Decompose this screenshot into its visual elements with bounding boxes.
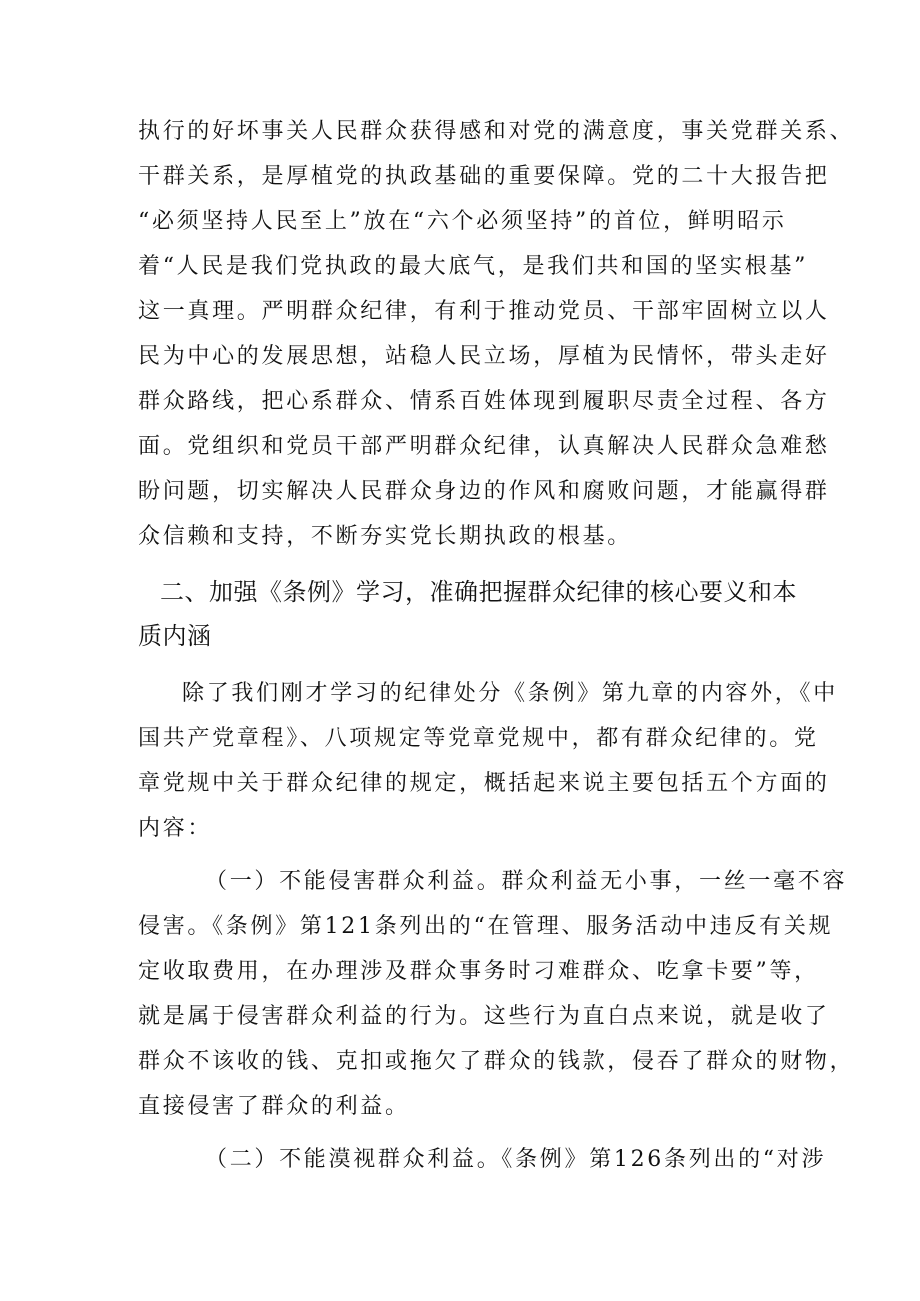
paragraph-line: 直接侵害了群众的利益。 (138, 1094, 410, 1119)
paragraph-line: 群众路线，把心系群众、情系百姓体现到履职尽责全过程、各方 (138, 389, 830, 414)
section-heading-continued: 质内涵 (138, 622, 212, 650)
paragraph-line: 除了我们刚才学习的纪律处分《条例》第九章的内容外，《中 (182, 681, 838, 706)
paragraph-line: （一）不能侵害群众利益。群众利益无小事，一丝一毫不容 (205, 869, 848, 894)
paragraph-line: （二）不能漠视群众利益。《条例》第126条列出的“对涉 (205, 1147, 827, 1172)
paragraph-line: 章党规中关于群众纪律的规定，概括起来说主要包括五个方面的 (138, 771, 830, 796)
paragraph-line: 国共产党章程》、八项规定等党章党规中，都有群众纪律的。党 (138, 726, 819, 751)
paragraph-line: 这一真理。严明群众纪律，有利于推动党员、干部牢固树立以人 (138, 299, 830, 324)
paragraph-line: 民为中心的发展思想，站稳人民立场，厚植为民情怀，带头走好 (138, 344, 830, 369)
section-heading: 二、加强《条例》学习，准确把握群众纪律的核心要义和本 (160, 578, 797, 606)
paragraph-line: “必须坚持人民至上”放在“六个必须坚持”的首位，鲜明昭示 (138, 209, 787, 234)
paragraph-line: 群众不该收的钱、克扣或拖欠了群众的钱款，侵吞了群众的财物， (138, 1049, 855, 1074)
paragraph-line: 着“人民是我们党执政的最大底气，是我们共和国的坚实根基” (138, 254, 809, 279)
paragraph-line: 定收取费用，在办理涉及群众事务时刁难群众、吃拿卡要”等， (138, 959, 819, 984)
paragraph-line: 众信赖和支持，不断夯实党长期执政的根基。 (138, 524, 633, 549)
paragraph-line: 干群关系，是厚植党的执政基础的重要保障。党的二十大报告把 (138, 164, 830, 189)
paragraph-line: 就是属于侵害群众利益的行为。这些行为直白点来说，就是收了 (138, 1004, 830, 1029)
paragraph-line: 盼问题，切实解决人民群众身边的作风和腐败问题，才能赢得群 (138, 479, 830, 504)
paragraph-line: 内容： (138, 816, 213, 841)
paragraph-line: 执行的好坏事关人民群众获得感和对党的满意度，事关党群关系、 (138, 119, 855, 144)
paragraph-line: 面。党组织和党员干部严明群众纪律，认真解决人民群众急难愁 (138, 434, 830, 459)
paragraph-line: 侵害。《条例》第121条列出的“在管理、服务活动中违反有关规 (138, 914, 834, 939)
